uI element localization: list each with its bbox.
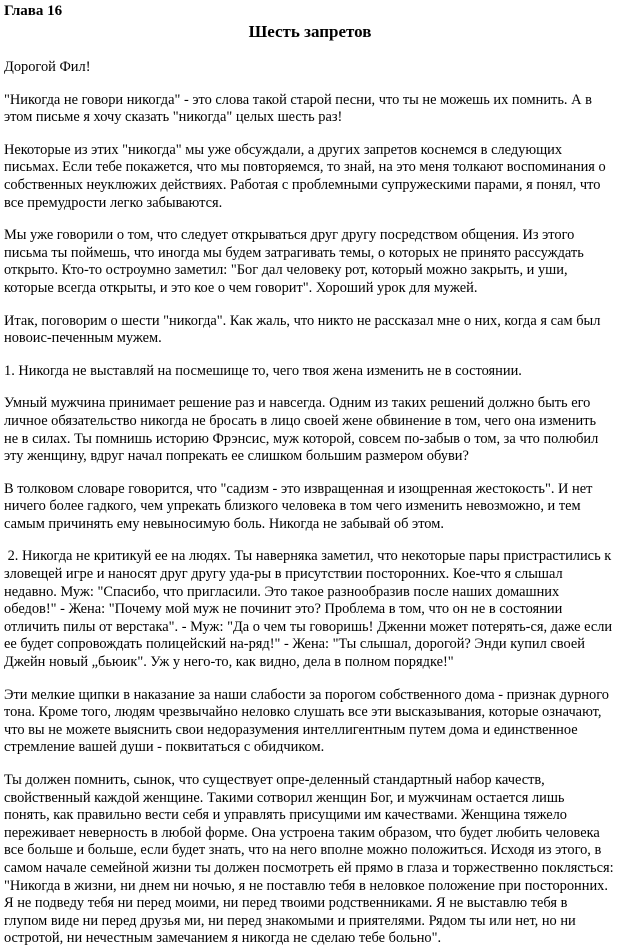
page-title: Шесть запретов xyxy=(248,22,372,41)
paragraph: 2. Никогда не критикуй ее на людях. Ты наверняка заметил, что некоторые пары пристрастились к зловещей игре и наносят друг другу уда-ры в присутствии посторонних. Кое-что я слышал недавно. Муж: "Спасибо, что пригласили. Это такое разнообразив после наших домашних обедов!" - Жена: "Почему мой муж не починит это? Проблема в том, что он не в состоянии отличить пилы от верстака". - Муж: "Да о чем ты говоришь! Дженни может потерять-ся, даже если ее будет сопровождать полицейский на-ряд!" - Жена: "Ты слышал, дорогой? Энди купил своей Джейн новый „бьюик". Уж у него-то, как видно, дела в полном порядке!" xyxy=(4,548,613,671)
paragraph: Мы уже говорили о том, что следует открываться друг другу посредством общения. Из этого письма ты поймешь, что иногда мы будем затрагивать темы, о которых не принято рассуждать открыто. Кто-то остроумно заметил: "Бог дал человеку рот, который можно закрыть, и уши, которые всегда открыты, и это кое о чем говорит". Хороший урок для мужей. xyxy=(4,227,584,296)
chapter-label: Глава xyxy=(4,3,44,19)
paragraph: "Никогда не говори никогда" - это слова такой старой песни, что ты не можешь их помнить. А в этом письме я хочу сказать "никогда" целых шесть раз! xyxy=(4,91,592,126)
paragraph: Некоторые из этих "никогда" мы уже обсуждали, а других запретов коснемся в следующих письмах. Если тебе покажется, что мы повторяемся, то знай, на это меня толкают воспоминания о собственных неуклюжих действиях. Работая с проблемными супружескими парами, я понял, что все премудрости легко забываются. xyxy=(4,141,606,211)
letter-body xyxy=(4,59,616,951)
paragraph: Ты должен помнить, сынок, что существует опре-деленный стандартный набор качеств, свойственный каждой женщине. Такими сотворил женщин Бог, и мужчинам остается лишь понять, как правильно вести себя и управлять присущими им качествами. Женщина тяжело переживает неверность в любой форме. Она устроена таким образом, что будет любить человека все больше и больше, если будет знать, что на него вполне можно положиться. Исходя из этого, в самом начале семейной жизни ты должен посмотреть ей прямо в глаза и торжественно поклясться: "Никогда в жизни, ни днем ни ночью, я не поставлю тебя в неловкое положение при посторонних. Я не подведу тебя ни перед моими, ни перед твоими родственниками. Я не выставлю тебя в глупом виде ни перед друзья ми, ни перед знакомыми и приятелями. Рядом ты или нет, но ни остротой, ни нечестным замечанием я никогда не сделаю тебе больно". xyxy=(4,772,614,947)
paragraph: Умный мужчина принимает решение раз и навсегда. Одним из таких решений должно быть его личное обязательство никогда не бросать в лицо своей жене обвинение в том, чего она изменить не в силах. Ты помнишь историю Фрэнсис, муж которой, совсем по-забыв о том, за что полюбил эту женщину, вдруг начал попрекать ее слишком большим размером обуви? xyxy=(4,395,599,465)
paragraph: В толковом словаре говорится, что "садизм - это извращенная и изощренная жестокость". И нет ничего более гадкого, чем упрекать близкого человека в том чего изменить невозможно, и тем самым причинять ему невыносимую боль. Никогда не забывай об этом. xyxy=(4,480,593,532)
paragraph: Дорогой Фил! xyxy=(4,59,91,75)
chapter-number: 16 xyxy=(47,3,63,19)
paragraph: Итак, поговорим о шести "никогда". Как жаль, что никто не рассказал мне о них, когда я сам был новоис-печенным мужем. xyxy=(4,312,601,347)
chapter-heading xyxy=(4,3,62,20)
paragraph: 1. Никогда не выставляй на посмешище то, чего твоя жена изменить не в состоянии. xyxy=(4,362,522,379)
paragraph: Эти мелкие щипки в наказание за наши слабости за порогом собственного дома - признак дурного тона. Кроме того, людям чрезвычайно неловко слушать все эти высказывания, которые означают, что вы не можете выяснить свои недоразумения интеллигентным путем дома и единственное стремление вашей души - поквитаться с обидчиком. xyxy=(4,686,609,756)
